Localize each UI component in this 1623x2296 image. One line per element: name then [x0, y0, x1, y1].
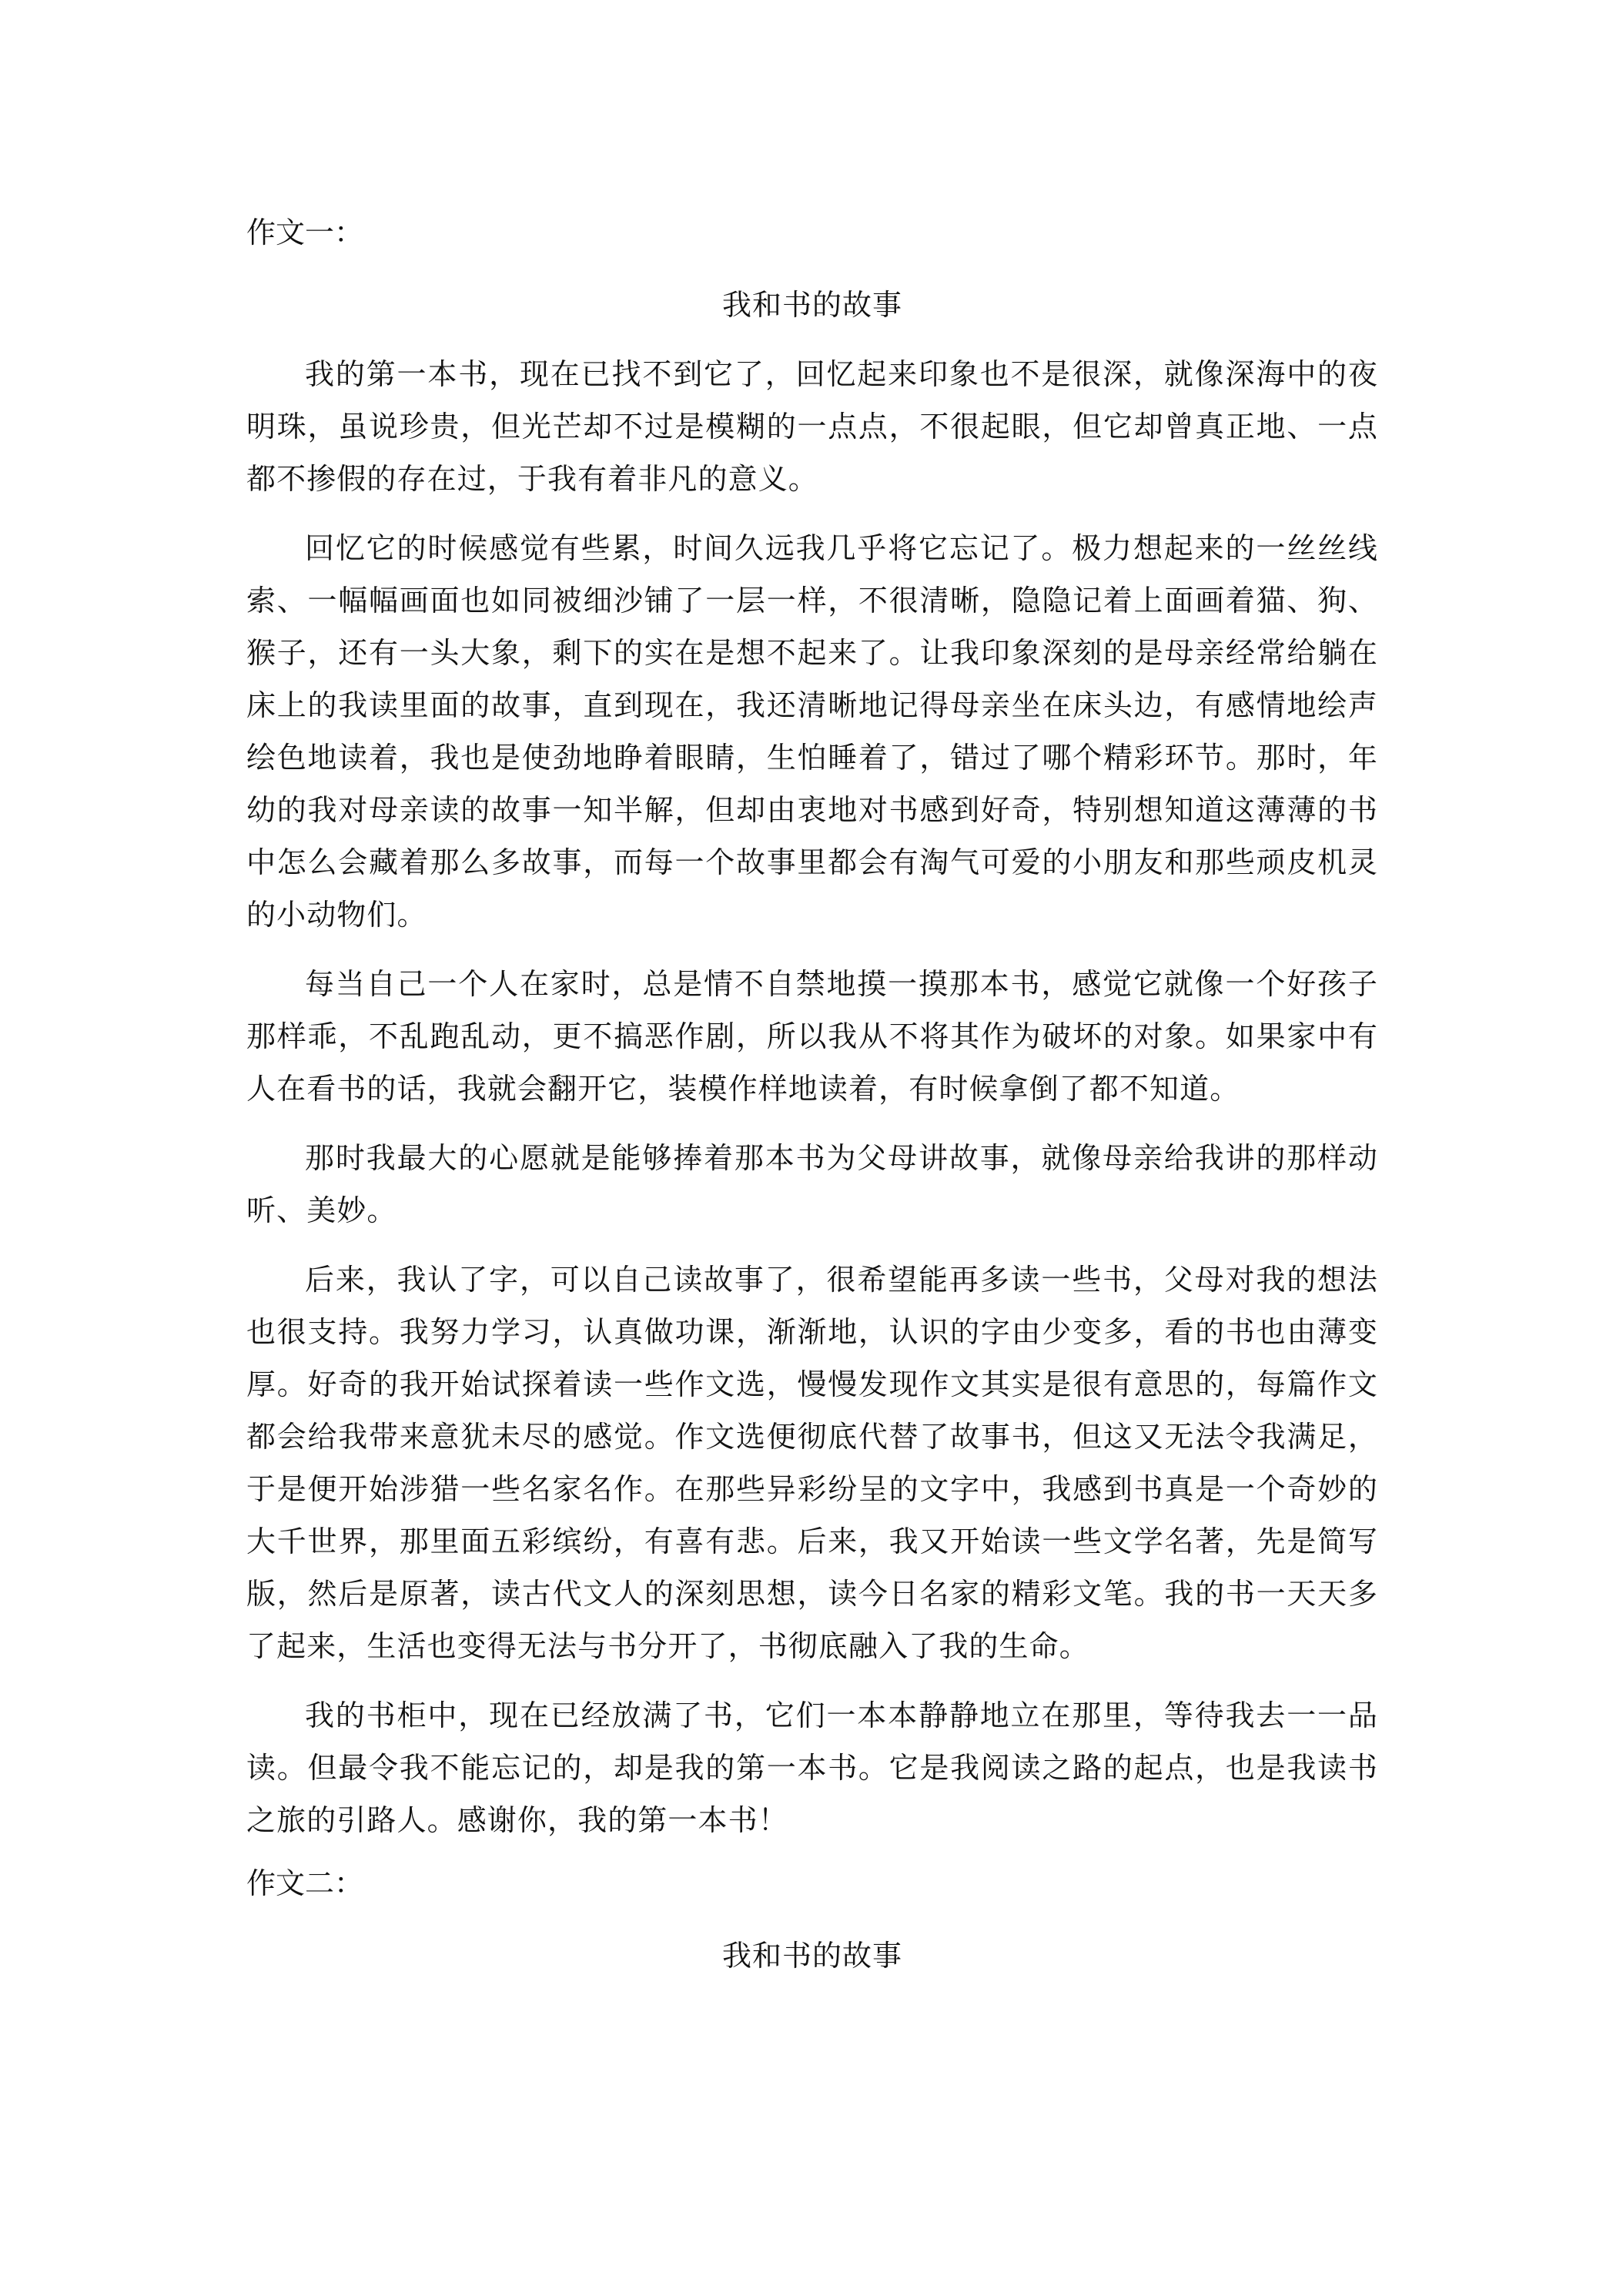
essay-2-title: 我和书的故事: [721, 1939, 902, 1973]
document-body: [246, 206, 1378, 1982]
essay-1-paragraph-6: 我的书柜中，现在已经放满了书，它们一本本静静地立在那里，等待我去一一品读。但最令我不能忘记的，却是我的第一本书。它是我阅读之路的起点，也是我读书之旅的引路人。感谢你，我的第一本书！: [246, 1699, 1378, 1837]
essay-1-paragraph-5: 后来，我认了字，可以自己读故事了，很希望能再多读一些书，父母对我的想法也很支持。我努力学习，认真做功课，渐渐地，认识的字由少变多，看的书也由薄变厚。好奇的我开始试探着读一些作文选，慢慢发现作文其实是很有意思的，每篇作文都会给我带来意犹未尽的感觉。作文选便彻底代替了故事书，但这又无法令我满足，于是便开始涉猎一些名家名作。在那些异彩纷呈的文字中，我感到书真是一个奇妙的大千世界，那里面五彩缤纷，有喜有悲。后来，我又开始读一些文学名著，先是简写版，然后是原著，读古代文人的深刻思想，读今日名家的精彩文笔。我的书一天天多了起来，生活也变得无法与书分开了，书彻底融入了我的生命。: [246, 1263, 1378, 1663]
essay-1-paragraph-4: 那时我最大的心愿就是能够捧着那本书为父母讲故事，就像母亲给我讲的那样动听、美妙。: [246, 1141, 1378, 1227]
essay-2-label: 作文二：: [246, 1866, 364, 1900]
essay-1-label: 作文一：: [246, 216, 364, 249]
essay-1-paragraph-1: 我的第一本书，现在已找不到它了，回忆起来印象也不是很深，就像深海中的夜明珠，虽说珍贵，但光芒却不过是模糊的一点点，不很起眼，但它却曾真正地、一点都不掺假的存在过，于我有着非凡的意义。: [246, 357, 1378, 496]
essay-1-paragraph-3: 每当自己一个人在家时，总是情不自禁地摸一摸那本书，感觉它就像一个好孩子那样乖，不乱跑乱动，更不搞恶作剧，所以我从不将其作为破坏的对象。如果家中有人在看书的话，我就会翻开它，装模作样地读着，有时候拿倒了都不知道。: [246, 967, 1378, 1106]
essay-1-paragraph-2: 回忆它的时候感觉有些累，时间久远我几乎将它忘记了。极力想起来的一丝丝线索、一幅幅画面也如同被细沙铺了一层一样，不很清晰，隐隐记着上面画着猫、狗、猴子，还有一头大象，剩下的实在是想不起来了。让我印象深刻的是母亲经常给躺在床上的我读里面的故事，直到现在，我还清晰地记得母亲坐在床头边，有感情地绘声绘色地读着，我也是使劲地睁着眼睛，生怕睡着了，错过了哪个精彩环节。那时，年幼的我对母亲读的故事一知半解，但却由衷地对书感到好奇，特别想知道这薄薄的书中怎么会藏着那么多故事，而每一个故事里都会有淘气可爱的小朋友和那些顽皮机灵的小动物们。: [246, 531, 1378, 932]
essay-1-title: 我和书的故事: [721, 288, 902, 322]
